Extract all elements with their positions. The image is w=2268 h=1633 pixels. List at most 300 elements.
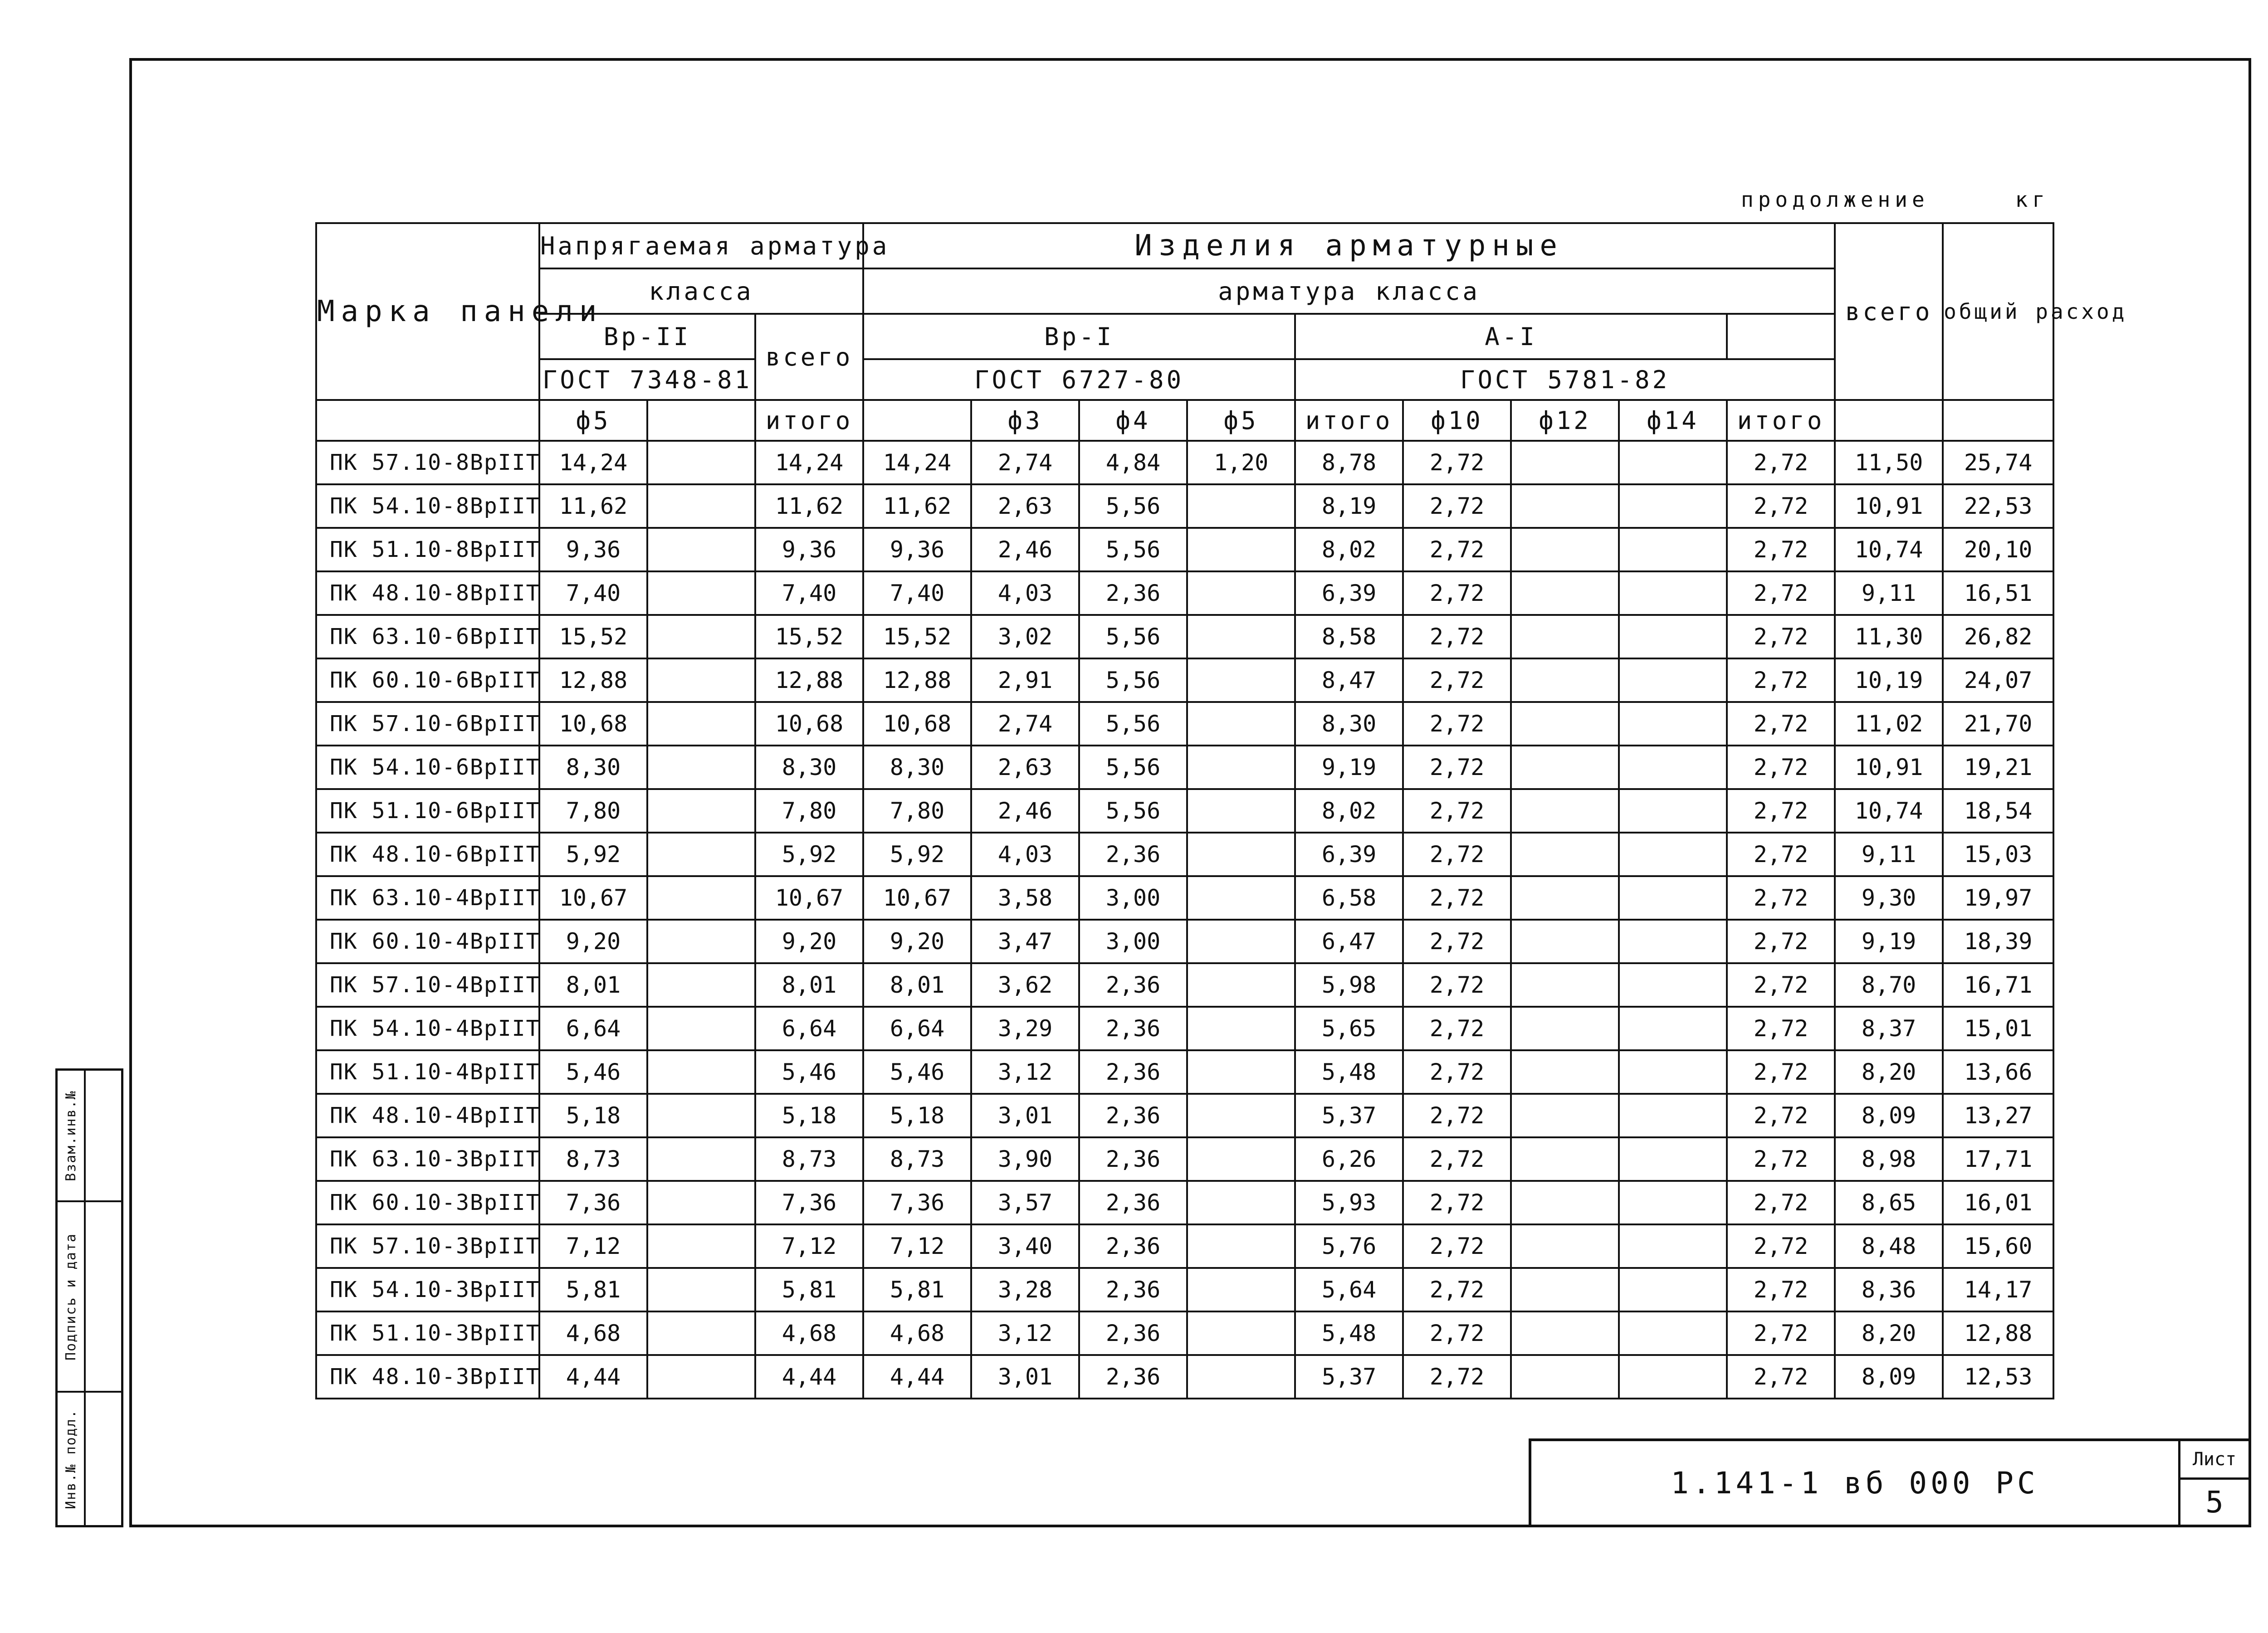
side-cell-inv	[58, 1393, 121, 1525]
phi5b-header: ф5	[1187, 400, 1295, 441]
cell-p5: 7,12	[539, 1224, 647, 1268]
cell-v: 10,91	[1835, 484, 1943, 528]
table-row	[316, 1355, 2053, 1399]
cell-pi: 7,36	[755, 1181, 863, 1224]
cell-b4: 5,56	[1079, 789, 1187, 833]
vsego2-spacer	[1835, 400, 1943, 441]
brI-header: Вр-I	[863, 314, 1295, 359]
cell-p5: 10,67	[539, 876, 647, 920]
table-row	[316, 658, 2053, 702]
table-body	[316, 441, 2053, 1399]
table-row	[316, 1094, 2053, 1137]
empty-cell	[1511, 746, 1619, 789]
cell-v: 10,74	[1835, 528, 1943, 571]
table-row	[316, 876, 2053, 920]
cell-b5	[1187, 658, 1295, 702]
cell-pv: 5,46	[863, 1050, 971, 1094]
cell-ai: 2,72	[1727, 1094, 1835, 1137]
cell-b5: 1,20	[1187, 441, 1295, 484]
phi14-header: ф14	[1619, 400, 1727, 441]
table-row	[316, 441, 2053, 484]
table-row	[316, 1268, 2053, 1311]
cell-t: 12,53	[1943, 1355, 2053, 1399]
cell-p5: 6,64	[539, 1007, 647, 1050]
side-stamp	[55, 1068, 123, 1527]
empty-cell	[647, 441, 755, 484]
cell-p5: 4,68	[539, 1311, 647, 1355]
cell-mark: ПК 57.10-4ВрIIТ	[316, 963, 539, 1007]
empty-cell	[1511, 702, 1619, 746]
cell-t: 15,03	[1943, 833, 2053, 876]
continuation-label: продолжение	[1741, 187, 1929, 212]
empty-cell	[1619, 528, 1727, 571]
table-row	[316, 1181, 2053, 1224]
table-row	[316, 746, 2053, 789]
cell-v: 10,91	[1835, 746, 1943, 789]
cell-mark: ПК 51.10-8ВрIIТ	[316, 528, 539, 571]
cell-a10: 2,72	[1403, 1137, 1511, 1181]
empty-cell	[647, 963, 755, 1007]
cell-t: 20,10	[1943, 528, 2053, 571]
cell-bi: 8,19	[1295, 484, 1403, 528]
cell-bi: 8,58	[1295, 615, 1403, 658]
sheet-number: 5	[2205, 1485, 2224, 1520]
prestressed-class-header: класса	[539, 268, 863, 314]
cell-p5: 8,01	[539, 963, 647, 1007]
cell-b3: 2,91	[971, 658, 1079, 702]
cell-pv: 10,68	[863, 702, 971, 746]
empty-cell	[1619, 789, 1727, 833]
cell-b5	[1187, 789, 1295, 833]
cell-bi: 5,93	[1295, 1181, 1403, 1224]
cell-t: 26,82	[1943, 615, 2053, 658]
cell-ai: 2,72	[1727, 1181, 1835, 1224]
empty-cell	[1511, 1050, 1619, 1094]
empty-cell	[647, 1137, 755, 1181]
empty-cell	[1619, 1050, 1727, 1094]
phi3-header: ф3	[971, 400, 1079, 441]
cell-b4: 2,36	[1079, 1268, 1187, 1311]
cell-ai: 2,72	[1727, 1268, 1835, 1311]
cell-b4: 5,56	[1079, 615, 1187, 658]
cell-bi: 6,26	[1295, 1137, 1403, 1181]
empty-cell	[1619, 441, 1727, 484]
cell-mark: ПК 63.10-6ВрIIТ	[316, 615, 539, 658]
cell-b4: 5,56	[1079, 658, 1187, 702]
cell-v: 8,09	[1835, 1094, 1943, 1137]
cell-b3: 3,28	[971, 1268, 1079, 1311]
empty-cell	[1511, 789, 1619, 833]
empty-header	[1727, 314, 1835, 359]
cell-v: 8,20	[1835, 1050, 1943, 1094]
cell-b4: 5,56	[1079, 484, 1187, 528]
empty-cell	[1511, 441, 1619, 484]
empty-cell	[1511, 1311, 1619, 1355]
empty-cell	[1511, 1094, 1619, 1137]
gost-5781-header: ГОСТ 5781-82	[1295, 359, 1835, 400]
cell-a10: 2,72	[1403, 1094, 1511, 1137]
empty-cell	[647, 1311, 755, 1355]
cell-bi: 6,39	[1295, 571, 1403, 615]
cell-pi: 8,30	[755, 746, 863, 789]
cell-ai: 2,72	[1727, 1311, 1835, 1355]
cell-bi: 6,47	[1295, 920, 1403, 963]
cell-pv: 7,40	[863, 571, 971, 615]
cell-mark: ПК 48.10-6ВрIIТ	[316, 833, 539, 876]
table-row	[316, 1007, 2053, 1050]
cell-p5: 15,52	[539, 615, 647, 658]
empty-cell	[1619, 702, 1727, 746]
cell-b3: 4,03	[971, 833, 1079, 876]
cell-pv: 5,18	[863, 1094, 971, 1137]
cell-a10: 2,72	[1403, 615, 1511, 658]
cell-pi: 5,46	[755, 1050, 863, 1094]
blank-header	[647, 400, 755, 441]
empty-cell	[1619, 1311, 1727, 1355]
cell-b5	[1187, 1355, 1295, 1399]
cell-bi: 5,48	[1295, 1050, 1403, 1094]
empty-cell	[1511, 1181, 1619, 1224]
cell-b5	[1187, 571, 1295, 615]
cell-p5: 5,81	[539, 1268, 647, 1311]
cell-mark: ПК 54.10-3ВрIIТ	[316, 1268, 539, 1311]
table-row	[316, 789, 2053, 833]
cell-p5: 4,44	[539, 1355, 647, 1399]
empty-cell	[647, 920, 755, 963]
vzam-inv-label: Взам.инв.№	[63, 1090, 79, 1181]
cell-a10: 2,72	[1403, 1355, 1511, 1399]
cell-b3: 3,57	[971, 1181, 1079, 1224]
cell-bi: 5,48	[1295, 1311, 1403, 1355]
cell-b4: 2,36	[1079, 571, 1187, 615]
cell-mark: ПК 60.10-3ВрIIТ	[316, 1181, 539, 1224]
empty-cell	[647, 1181, 755, 1224]
empty-cell	[1511, 571, 1619, 615]
cell-a10: 2,72	[1403, 1050, 1511, 1094]
cell-pi: 5,81	[755, 1268, 863, 1311]
cell-b3: 2,46	[971, 789, 1079, 833]
cell-v: 11,50	[1835, 441, 1943, 484]
gost-7348-header: ГОСТ 7348-81	[539, 359, 755, 400]
table-row	[316, 571, 2053, 615]
cell-v: 10,19	[1835, 658, 1943, 702]
empty-cell	[1619, 920, 1727, 963]
cell-mark: ПК 48.10-8ВрIIТ	[316, 571, 539, 615]
cell-pi: 10,68	[755, 702, 863, 746]
cell-b4: 3,00	[1079, 876, 1187, 920]
cell-b3: 3,12	[971, 1311, 1079, 1355]
cell-b5	[1187, 833, 1295, 876]
empty-cell	[647, 746, 755, 789]
cell-p5: 7,36	[539, 1181, 647, 1224]
cell-bi: 5,64	[1295, 1268, 1403, 1311]
empty-cell	[1511, 615, 1619, 658]
cell-pi: 10,67	[755, 876, 863, 920]
cell-pi: 8,73	[755, 1137, 863, 1181]
empty-cell	[1511, 920, 1619, 963]
empty-cell	[647, 658, 755, 702]
cell-b4: 5,56	[1079, 746, 1187, 789]
cell-bi: 5,98	[1295, 963, 1403, 1007]
cell-a10: 2,72	[1403, 484, 1511, 528]
empty-cell	[1511, 658, 1619, 702]
prestressed-header: Напрягаемая арматура	[539, 223, 863, 268]
cell-ai: 2,72	[1727, 528, 1835, 571]
cell-mark: ПК 51.10-6ВрIIТ	[316, 789, 539, 833]
side-cell-sign	[58, 1202, 121, 1393]
cell-b3: 3,02	[971, 615, 1079, 658]
cell-b4: 2,36	[1079, 963, 1187, 1007]
empty-cell	[1511, 1268, 1619, 1311]
cell-mark: ПК 54.10-4ВрIIТ	[316, 1007, 539, 1050]
cell-ai: 2,72	[1727, 920, 1835, 963]
table-row	[316, 528, 2053, 571]
unit-label: кг	[2015, 187, 2049, 212]
cell-b3: 4,03	[971, 571, 1079, 615]
cell-p5: 9,36	[539, 528, 647, 571]
cell-pi: 5,18	[755, 1094, 863, 1137]
empty-cell	[647, 615, 755, 658]
cell-bi: 8,30	[1295, 702, 1403, 746]
cell-t: 13,27	[1943, 1094, 2053, 1137]
cell-p5: 5,92	[539, 833, 647, 876]
cell-pi: 5,92	[755, 833, 863, 876]
cell-ai: 2,72	[1727, 1050, 1835, 1094]
cell-a10: 2,72	[1403, 1181, 1511, 1224]
cell-pv: 4,44	[863, 1355, 971, 1399]
cell-b4: 3,00	[1079, 920, 1187, 963]
empty-cell	[1619, 1224, 1727, 1268]
cell-bi: 8,02	[1295, 528, 1403, 571]
cell-b5	[1187, 1311, 1295, 1355]
cell-b4: 2,36	[1079, 833, 1187, 876]
empty-cell	[1511, 876, 1619, 920]
cell-mark: ПК 57.10-6ВрIIТ	[316, 702, 539, 746]
empty-cell	[1511, 484, 1619, 528]
cell-b4: 2,36	[1079, 1224, 1187, 1268]
cell-v: 8,98	[1835, 1137, 1943, 1181]
cell-b3: 3,01	[971, 1094, 1079, 1137]
cell-t: 18,54	[1943, 789, 2053, 833]
table-row	[316, 1311, 2053, 1355]
cell-pi: 7,40	[755, 571, 863, 615]
cell-pi: 4,68	[755, 1311, 863, 1355]
table-row	[316, 1224, 2053, 1268]
cell-a10: 2,72	[1403, 1311, 1511, 1355]
cell-a10: 2,72	[1403, 746, 1511, 789]
cell-b4: 2,36	[1079, 1181, 1187, 1224]
cell-b4: 5,56	[1079, 528, 1187, 571]
cell-b3: 2,74	[971, 441, 1079, 484]
cell-a10: 2,72	[1403, 571, 1511, 615]
table-row	[316, 702, 2053, 746]
cell-mark: ПК 57.10-3ВрIIТ	[316, 1224, 539, 1268]
cell-p5: 11,62	[539, 484, 647, 528]
cell-v: 8,48	[1835, 1224, 1943, 1268]
cell-b5	[1187, 1224, 1295, 1268]
cell-b5	[1187, 1050, 1295, 1094]
cell-pi: 11,62	[755, 484, 863, 528]
brII-header: Вр-II	[539, 314, 755, 359]
cell-v: 8,37	[1835, 1007, 1943, 1050]
cell-b3: 2,63	[971, 484, 1079, 528]
cell-pv: 10,67	[863, 876, 971, 920]
cell-b5	[1187, 1007, 1295, 1050]
cell-b4: 2,36	[1079, 1007, 1187, 1050]
cell-mark: ПК 54.10-8ВрIIТ	[316, 484, 539, 528]
cell-v: 9,11	[1835, 833, 1943, 876]
cell-p5: 7,80	[539, 789, 647, 833]
cell-ai: 2,72	[1727, 1355, 1835, 1399]
cell-ai: 2,72	[1727, 484, 1835, 528]
aI-header: А-I	[1295, 314, 1727, 359]
cell-a10: 2,72	[1403, 528, 1511, 571]
cell-t: 18,39	[1943, 920, 2053, 963]
empty-cell	[1511, 1224, 1619, 1268]
products-header: Изделия арматурные	[863, 223, 1835, 268]
cell-b3: 3,62	[971, 963, 1079, 1007]
cell-bi: 8,47	[1295, 658, 1403, 702]
cell-a10: 2,72	[1403, 833, 1511, 876]
cell-pi: 12,88	[755, 658, 863, 702]
empty-cell	[1619, 1007, 1727, 1050]
phi5-header: ф5	[539, 400, 647, 441]
vsego-spacer	[863, 400, 971, 441]
cell-bi: 8,78	[1295, 441, 1403, 484]
cell-bi: 6,39	[1295, 833, 1403, 876]
cell-t: 16,01	[1943, 1181, 2053, 1224]
cell-pv: 5,92	[863, 833, 971, 876]
vsego-header: всего	[755, 314, 863, 400]
cell-bi: 5,65	[1295, 1007, 1403, 1050]
empty-cell	[1619, 876, 1727, 920]
cell-v: 9,19	[1835, 920, 1943, 963]
cell-pv: 7,36	[863, 1181, 971, 1224]
cell-a10: 2,72	[1403, 1224, 1511, 1268]
cell-p5: 8,73	[539, 1137, 647, 1181]
cell-ai: 2,72	[1727, 1224, 1835, 1268]
table-header	[316, 223, 2127, 441]
reinforcement-class-header: арматура класса	[863, 268, 1835, 314]
cell-mark: ПК 57.10-8ВрIIТ	[316, 441, 539, 484]
empty-cell	[1511, 833, 1619, 876]
cell-b5	[1187, 702, 1295, 746]
cell-b3: 3,47	[971, 920, 1079, 963]
cell-t: 16,71	[1943, 963, 2053, 1007]
cell-ai: 2,72	[1727, 833, 1835, 876]
cell-b5	[1187, 1268, 1295, 1311]
cell-pi: 4,44	[755, 1355, 863, 1399]
cell-b3: 3,29	[971, 1007, 1079, 1050]
vsego2-header: всего	[1835, 223, 1943, 400]
cell-mark: ПК 48.10-3ВрIIТ	[316, 1355, 539, 1399]
cell-t: 16,51	[1943, 571, 2053, 615]
empty-cell	[647, 484, 755, 528]
empty-cell	[1619, 1137, 1727, 1181]
cell-pi: 9,36	[755, 528, 863, 571]
cell-pv: 4,68	[863, 1311, 971, 1355]
cell-a10: 2,72	[1403, 876, 1511, 920]
cell-t: 15,60	[1943, 1224, 2053, 1268]
itogo2-header: итого	[1295, 400, 1403, 441]
itogo-header: итого	[755, 400, 863, 441]
cell-v: 8,09	[1835, 1355, 1943, 1399]
cell-b5	[1187, 484, 1295, 528]
cell-v: 8,65	[1835, 1181, 1943, 1224]
cell-t: 15,01	[1943, 1007, 2053, 1050]
table-row	[316, 1050, 2053, 1094]
cell-a10: 2,72	[1403, 441, 1511, 484]
empty-cell	[1511, 963, 1619, 1007]
cell-v: 8,70	[1835, 963, 1943, 1007]
cell-a10: 2,72	[1403, 789, 1511, 833]
phi12-header: ф12	[1511, 400, 1619, 441]
cell-pv: 11,62	[863, 484, 971, 528]
cell-t: 19,97	[1943, 876, 2053, 920]
cell-pi: 15,52	[755, 615, 863, 658]
cell-b3: 2,74	[971, 702, 1079, 746]
cell-b3: 3,58	[971, 876, 1079, 920]
sheet-label: Лист	[2180, 1441, 2248, 1480]
cell-ai: 2,72	[1727, 658, 1835, 702]
empty-cell	[1511, 1137, 1619, 1181]
empty-cell	[647, 528, 755, 571]
phi10-header: ф10	[1403, 400, 1511, 441]
cell-a10: 2,72	[1403, 658, 1511, 702]
cell-mark: ПК 60.10-6ВрIIТ	[316, 658, 539, 702]
cell-bi: 5,37	[1295, 1355, 1403, 1399]
cell-b5	[1187, 876, 1295, 920]
empty-cell	[1619, 615, 1727, 658]
cell-b5	[1187, 920, 1295, 963]
cell-ai: 2,72	[1727, 746, 1835, 789]
cell-ai: 2,72	[1727, 702, 1835, 746]
empty-cell	[647, 1355, 755, 1399]
itogo3-header: итого	[1727, 400, 1835, 441]
empty-cell	[1511, 1355, 1619, 1399]
mark-panel-header: Марка панели	[316, 223, 539, 400]
total-spacer	[1943, 400, 2053, 441]
table-row	[316, 615, 2053, 658]
cell-p5: 12,88	[539, 658, 647, 702]
cell-b3: 3,40	[971, 1224, 1079, 1268]
cell-b4: 2,36	[1079, 1311, 1187, 1355]
cell-v: 8,36	[1835, 1268, 1943, 1311]
cell-pi: 14,24	[755, 441, 863, 484]
cell-mark: ПК 51.10-3ВрIIТ	[316, 1311, 539, 1355]
empty-cell	[647, 702, 755, 746]
empty-cell	[1619, 1181, 1727, 1224]
cell-ai: 2,72	[1727, 615, 1835, 658]
cell-b3: 3,12	[971, 1050, 1079, 1094]
sheet-box	[2180, 1441, 2248, 1525]
empty-cell	[1619, 963, 1727, 1007]
cell-pv: 9,20	[863, 920, 971, 963]
cell-p5: 7,40	[539, 571, 647, 615]
cell-v: 9,11	[1835, 571, 1943, 615]
document-code: 1.141-1 вб 000 РС	[1531, 1441, 2180, 1525]
cell-b3: 2,63	[971, 746, 1079, 789]
cell-p5: 9,20	[539, 920, 647, 963]
cell-mark: ПК 60.10-4ВрIIТ	[316, 920, 539, 963]
empty-cell	[647, 1007, 755, 1050]
reinforcement-table	[315, 222, 2127, 1399]
empty-cell	[1511, 528, 1619, 571]
cell-t: 12,88	[1943, 1311, 2053, 1355]
cell-b3: 3,01	[971, 1355, 1079, 1399]
cell-b5	[1187, 963, 1295, 1007]
side-cell-vzam	[58, 1071, 121, 1202]
